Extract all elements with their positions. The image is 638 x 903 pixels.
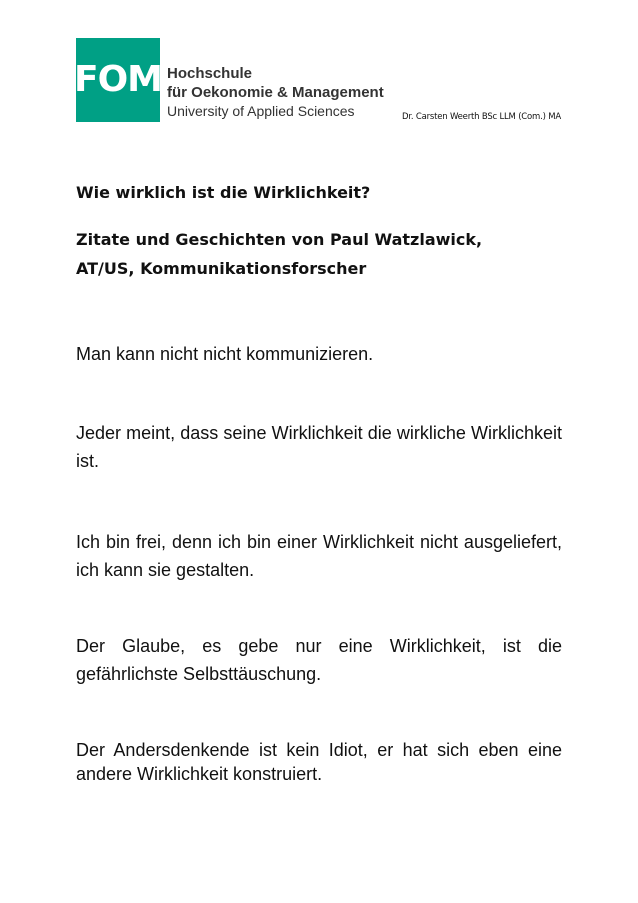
quote-paragraph: Der Andersdenkende ist kein Idiot, er hat sich eben eine andere Wirklichkeit konstruiert. [76,740,562,784]
subtitle-line-2: AT/US, Kommunikationsforscher [76,259,367,278]
institution-line-1: Hochschule [167,65,253,82]
institution-line-2: für Oekonomie & Management [167,84,384,101]
subtitle-line-1: Zitate und Geschichten von Paul Watzlawick, [76,230,483,249]
main-title: Wie wirklich ist die Wirklichkeit? [76,183,371,202]
author-line: Dr. Carsten Weerth BSc LLM (Com.) MA [401,112,561,122]
quote-paragraph: Ich bin frei, denn ich bin einer Wirklichkeit nicht ausgeliefert, ich kann sie gestalten. [76,532,562,580]
quote-paragraph: Jeder meint, dass seine Wirklichkeit die wirkliche Wirklichkeit ist. [76,423,562,471]
quote-paragraph: Der Glaube, es gebe nur eine Wirklichkeit, ist die gefährlichste Selbsttäuschung. [76,636,562,684]
institution-line-3: University of Applied Sciences [167,103,355,119]
institution-name [167,64,384,120]
logo-mark: FOM [73,59,163,100]
fom-logo [73,38,163,122]
quote-paragraph: Man kann nicht nicht kommunizieren. [76,344,374,364]
